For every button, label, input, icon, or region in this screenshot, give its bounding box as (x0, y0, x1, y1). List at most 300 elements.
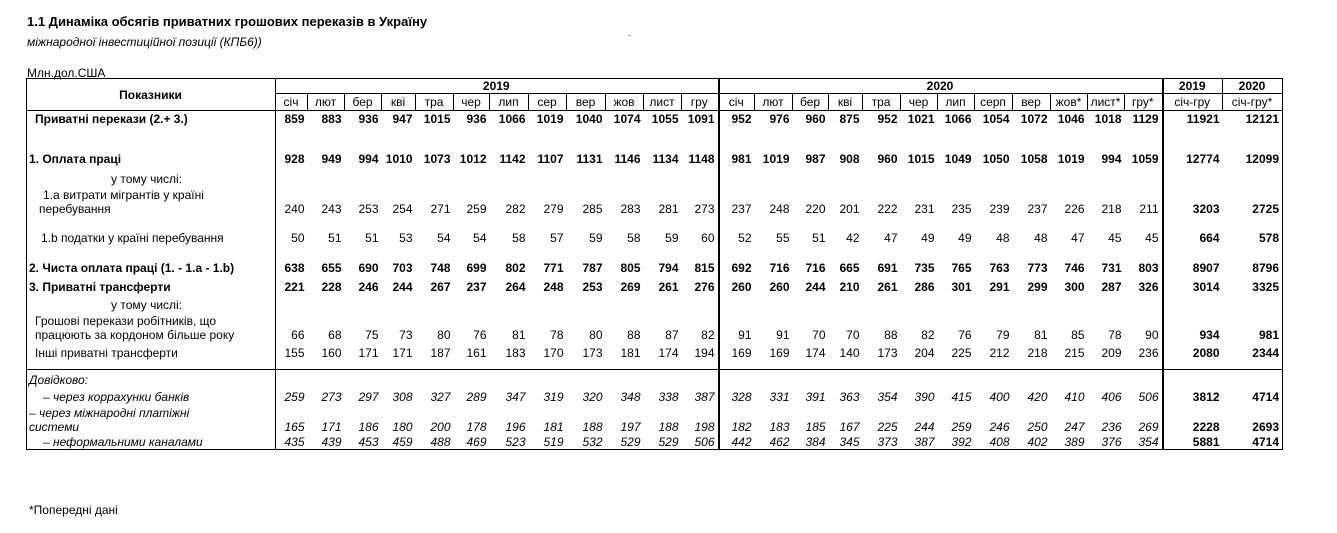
row-label-line: працюють за кордоном більше року (35, 327, 235, 342)
header-sum-2019-period: січ-гру (1163, 94, 1223, 111)
total-2020 (1223, 370, 1283, 387)
gap-cell (901, 360, 938, 370)
value-cell-2019: 488 (416, 434, 454, 450)
value-cell-2019: 1073 (423, 151, 451, 166)
value-cell-2020: 1066 (944, 111, 972, 126)
gap-cell (27, 126, 276, 147)
value-cell-2020: 1049 (944, 151, 972, 166)
value-cell-2020: 211 (1139, 201, 1159, 216)
gap-cell (901, 126, 938, 147)
value-cell-2020 (829, 370, 863, 387)
value-cell-2020: 70 (846, 327, 860, 342)
row-label-line: 1.а витрати мігрантів у країні (43, 187, 204, 202)
value-cell-2020: 169 (719, 342, 755, 360)
value-cell-2019: 655 (321, 260, 342, 275)
value-cell-2019: 59 (665, 230, 679, 245)
value-cell-2019: 1040 (575, 111, 603, 126)
gap-cell (863, 360, 901, 370)
value-cell-2020 (793, 166, 829, 186)
value-cell-2019: 794 (658, 260, 679, 275)
value-cell-2020: 55 (776, 230, 790, 245)
gap-cell (793, 245, 829, 255)
gap-cell (901, 245, 938, 255)
value-cell-2019: 1012 (459, 151, 487, 166)
value-cell-2019 (567, 294, 606, 312)
gap-cell (1125, 360, 1163, 370)
value-cell-2020: 331 (769, 389, 790, 404)
value-cell-2019: 259 (466, 201, 487, 216)
gap-cell (1125, 245, 1163, 255)
table-row (27, 255, 1283, 275)
header-month-2019: гру (682, 94, 719, 111)
value-cell-2019: 54 (437, 230, 451, 245)
table-subtitle: міжнародної інвестиційної позиції (КПБ6)) (27, 35, 262, 49)
value-cell-2019: 254 (392, 201, 413, 216)
value-cell-2020: 261 (877, 279, 898, 294)
header-month-2020: січ (719, 94, 755, 111)
value-cell-2020: 300 (1064, 279, 1085, 294)
value-cell-2020: 167 (839, 419, 860, 434)
value-cell-2019: 181 (620, 345, 641, 360)
value-cell-2020: 76 (958, 327, 972, 342)
value-cell-2020: 328 (719, 387, 755, 404)
total-2019 (1163, 166, 1223, 186)
value-cell-2020: 773 (1027, 260, 1048, 275)
value-cell-2019: 529 (606, 434, 644, 450)
gap-cell (567, 245, 606, 255)
gap-cell (644, 245, 682, 255)
gap-cell (1051, 360, 1088, 370)
value-cell-2020: 287 (1101, 279, 1122, 294)
value-cell-2019 (490, 166, 529, 186)
row-label-line: Грошові перекази робітників, що (35, 313, 217, 328)
table-row (27, 370, 1283, 387)
value-cell-2020: 48 (996, 230, 1010, 245)
value-cell-2019: 1055 (651, 111, 679, 126)
value-cell-2019 (454, 370, 490, 387)
value-cell-2019 (308, 294, 345, 312)
table-row (27, 312, 1283, 342)
total-2019: 8907 (1163, 255, 1223, 275)
value-cell-2019: 787 (582, 260, 603, 275)
value-cell-2020: 410 (1064, 389, 1085, 404)
value-cell-2020: 994 (1101, 151, 1122, 166)
value-cell-2019: 936 (466, 111, 487, 126)
gap-cell (793, 360, 829, 370)
total-2019: 3812 (1163, 387, 1223, 404)
total-2020: 4714 (1223, 387, 1283, 404)
value-cell-2020: 183 (769, 419, 790, 434)
value-cell-2019: 264 (505, 279, 526, 294)
gap-cell (454, 126, 490, 147)
value-cell-2019 (416, 294, 454, 312)
value-cell-2020 (1088, 166, 1125, 186)
value-cell-2019: 188 (582, 419, 603, 434)
value-cell-2019 (454, 166, 490, 186)
header-month-2020: чер (901, 94, 938, 111)
value-cell-2020: 260 (719, 275, 755, 294)
value-cell-2020: 210 (839, 279, 860, 294)
value-cell-2020: 82 (921, 327, 935, 342)
value-cell-2019: 87 (665, 327, 679, 342)
gap-cell (829, 245, 863, 255)
value-cell-2020 (1088, 294, 1125, 312)
value-cell-2020: 376 (1088, 434, 1125, 450)
value-cell-2019 (276, 370, 308, 387)
value-cell-2019: 187 (430, 345, 451, 360)
gap-cell (938, 126, 975, 147)
header-month-2019: тра (416, 94, 454, 111)
value-cell-2020: 220 (805, 201, 826, 216)
gap-cell (567, 126, 606, 147)
value-cell-2019: 815 (694, 260, 715, 275)
header-month-2020: жов* (1051, 94, 1088, 111)
gap-cell (1013, 245, 1051, 255)
gap-cell (490, 245, 529, 255)
value-cell-2019: 279 (543, 201, 564, 216)
value-cell-2019: 282 (505, 201, 526, 216)
gap-cell (1223, 126, 1283, 147)
value-cell-2020: 803 (1138, 260, 1159, 275)
value-cell-2019: 51 (328, 230, 342, 245)
gap-cell (276, 245, 308, 255)
value-cell-2020: 390 (914, 389, 935, 404)
value-cell-2019 (416, 166, 454, 186)
total-2019: 3014 (1163, 275, 1223, 294)
gap-cell (755, 360, 793, 370)
value-cell-2020: 952 (877, 111, 898, 126)
total-2020: 12121 (1223, 111, 1283, 126)
value-cell-2019: 947 (392, 111, 413, 126)
total-2020 (1223, 166, 1283, 186)
value-cell-2019: 240 (276, 186, 308, 216)
value-cell-2020: 987 (805, 151, 826, 166)
value-cell-2019: 171 (392, 345, 413, 360)
value-cell-2019: 80 (589, 327, 603, 342)
gap-cell (682, 245, 719, 255)
table-row (27, 147, 1283, 166)
value-cell-2019: 186 (358, 419, 379, 434)
value-cell-2020: 236 (1101, 419, 1122, 434)
value-cell-2019: 253 (582, 279, 603, 294)
row-label: 1. Оплата праці (27, 147, 276, 166)
value-cell-2020: 49 (958, 230, 972, 245)
value-cell-2020: 716 (769, 260, 790, 275)
table-row (27, 275, 1283, 294)
gap-cell (1163, 245, 1223, 255)
value-cell-2020: 79 (996, 327, 1010, 342)
value-cell-2019: 246 (358, 279, 379, 294)
value-cell-2020: 48 (1034, 230, 1048, 245)
value-cell-2019: 748 (430, 260, 451, 275)
value-cell-2019 (382, 294, 416, 312)
value-cell-2019: 188 (658, 419, 679, 434)
value-cell-2020: 960 (805, 111, 826, 126)
unit-label: Млн.дол.США (27, 66, 106, 80)
value-cell-2019: 348 (620, 389, 641, 404)
value-cell-2020: 1019 (1057, 151, 1085, 166)
header-year-2020: 2020 (719, 79, 1163, 94)
value-cell-2019: 338 (658, 389, 679, 404)
value-cell-2020: 1050 (982, 151, 1010, 166)
gap-cell (606, 245, 644, 255)
gap-cell (416, 360, 454, 370)
value-cell-2020: 1021 (907, 111, 935, 126)
value-cell-2020 (1013, 294, 1051, 312)
header-sum-2020: 2020 (1223, 79, 1283, 94)
header-year-2019: 2019 (276, 79, 719, 94)
row-label: у тому числі: (27, 166, 276, 186)
value-cell-2019: 161 (466, 345, 487, 360)
value-cell-2019: 1148 (688, 151, 715, 166)
value-cell-2020 (975, 370, 1013, 387)
header-sum-2019: 2019 (1163, 79, 1223, 94)
value-cell-2019: 1010 (385, 151, 413, 166)
value-cell-2020: 326 (1138, 279, 1159, 294)
value-cell-2020: 248 (769, 201, 790, 216)
table-row (27, 404, 1283, 434)
row-label: у тому числі: (27, 294, 276, 312)
value-cell-2020 (719, 166, 755, 186)
value-cell-2020: 90 (1145, 327, 1159, 342)
value-cell-2020: 226 (1064, 201, 1085, 216)
gap-cell (829, 126, 863, 147)
gap-cell (276, 360, 308, 370)
value-cell-2020 (755, 370, 793, 387)
value-cell-2020: 236 (1138, 345, 1159, 360)
value-cell-2020: 1059 (1131, 151, 1159, 166)
value-cell-2020: 225 (877, 419, 898, 434)
gap-cell (529, 245, 567, 255)
value-cell-2019: 703 (392, 260, 413, 275)
header-month-2019: лип (490, 94, 529, 111)
gap-cell (529, 126, 567, 147)
total-2020: 4714 (1223, 434, 1283, 450)
row-label: 2. Чиста оплата праці (1. - 1.а - 1.b) (27, 255, 276, 275)
value-cell-2019 (308, 166, 345, 186)
value-cell-2020: 70 (812, 327, 826, 342)
value-cell-2019: 243 (321, 201, 342, 216)
value-cell-2020: 235 (951, 201, 972, 216)
value-cell-2019: 523 (490, 434, 529, 450)
value-cell-2020 (975, 166, 1013, 186)
value-cell-2020 (755, 166, 793, 186)
value-cell-2019: 174 (658, 345, 679, 360)
value-cell-2019 (382, 166, 416, 186)
value-cell-2019 (345, 294, 382, 312)
gap-cell (382, 245, 416, 255)
row-label-line: перебування (39, 201, 111, 216)
value-cell-2019: 196 (505, 419, 526, 434)
gap-cell (863, 245, 901, 255)
header-month-2019: жов (606, 94, 644, 111)
value-cell-2020 (1125, 294, 1163, 312)
value-cell-2020: 209 (1101, 345, 1122, 360)
value-cell-2019 (606, 370, 644, 387)
gap-cell (1163, 360, 1223, 370)
value-cell-2020 (975, 294, 1013, 312)
value-cell-2019 (276, 166, 308, 186)
value-cell-2020: 952 (719, 111, 755, 126)
gap-cell (27, 245, 276, 255)
value-cell-2020: 49 (921, 230, 935, 245)
remittances-table (26, 78, 1283, 450)
value-cell-2019: 387 (694, 389, 715, 404)
total-2019: 11921 (1163, 111, 1223, 126)
row-label: Інші приватні трансферти (27, 342, 276, 360)
value-cell-2020: 239 (989, 201, 1010, 216)
value-cell-2020: 247 (1064, 419, 1085, 434)
gap-cell (1125, 126, 1163, 147)
value-cell-2019: 690 (358, 260, 379, 275)
value-cell-2019: 273 (321, 389, 342, 404)
value-cell-2019: 58 (512, 230, 526, 245)
value-cell-2020: 746 (1064, 260, 1085, 275)
value-cell-2020: 462 (755, 434, 793, 450)
value-cell-2020 (1013, 370, 1051, 387)
header-month-2020: гру* (1125, 94, 1163, 111)
value-cell-2020: 260 (769, 279, 790, 294)
value-cell-2020: 406 (1101, 389, 1122, 404)
header-month-2020: кві (829, 94, 863, 111)
value-cell-2019: 285 (582, 201, 603, 216)
table-row (27, 342, 1283, 360)
header-month-2020: лист* (1088, 94, 1125, 111)
gap-cell (829, 360, 863, 370)
value-cell-2020: 218 (1027, 345, 1048, 360)
gap-cell (345, 126, 382, 147)
value-cell-2020: 908 (839, 151, 860, 166)
value-cell-2019: 994 (358, 151, 379, 166)
value-cell-2020: 51 (812, 230, 826, 245)
row-label-line: – через міжнародні платіжні (29, 405, 190, 420)
value-cell-2019: 75 (365, 327, 379, 342)
value-cell-2020 (1051, 166, 1088, 186)
value-cell-2020: 81 (1034, 327, 1048, 342)
gap-cell (490, 360, 529, 370)
table-row (27, 126, 1283, 147)
gap-cell (606, 126, 644, 147)
table-row (27, 360, 1283, 370)
gap-cell (1223, 245, 1283, 255)
value-cell-2020: 173 (877, 345, 898, 360)
row-label (27, 186, 276, 216)
value-cell-2019 (345, 166, 382, 186)
value-cell-2020: 88 (884, 327, 898, 342)
row-label: – через коррахунки банків (27, 387, 276, 404)
value-cell-2019: 281 (658, 201, 679, 216)
value-cell-2020 (829, 294, 863, 312)
table-row (27, 387, 1283, 404)
value-cell-2019 (529, 294, 567, 312)
value-cell-2019: 78 (550, 327, 564, 342)
value-cell-2020: 91 (719, 312, 755, 342)
value-cell-2019: 58 (627, 230, 641, 245)
value-cell-2019 (529, 166, 567, 186)
value-cell-2019: 529 (644, 434, 682, 450)
row-label: – неформальними каналами (27, 434, 276, 450)
row-label: 3. Приватні трансферти (27, 275, 276, 294)
value-cell-2020: 47 (1071, 230, 1085, 245)
gap-cell (567, 360, 606, 370)
value-cell-2020 (793, 370, 829, 387)
value-cell-2019: 289 (466, 389, 487, 404)
value-cell-2020: 716 (805, 260, 826, 275)
value-cell-2019: 1131 (576, 151, 603, 166)
value-cell-2019: 802 (505, 260, 526, 275)
value-cell-2020 (1051, 294, 1088, 312)
value-cell-2020: 392 (938, 434, 975, 450)
value-cell-2019: 57 (550, 230, 564, 245)
gap-cell (719, 126, 755, 147)
header-month-2020: лют (755, 94, 793, 111)
value-cell-2020 (793, 294, 829, 312)
value-cell-2019: 319 (543, 389, 564, 404)
gap-cell (308, 360, 345, 370)
value-cell-2019: 88 (627, 327, 641, 342)
value-cell-2019 (567, 166, 606, 186)
value-cell-2020: 169 (769, 345, 790, 360)
total-2019: 5881 (1163, 434, 1223, 450)
value-cell-2020 (938, 370, 975, 387)
value-cell-2019: 170 (543, 345, 564, 360)
value-cell-2020 (863, 370, 901, 387)
value-cell-2019: 271 (430, 201, 451, 216)
gap-cell (345, 360, 382, 370)
value-cell-2019 (682, 166, 719, 186)
value-cell-2020 (1088, 370, 1125, 387)
gap-cell (938, 245, 975, 255)
header-month-2019: бер (345, 94, 382, 111)
table-row (27, 166, 1283, 186)
gap-cell (308, 245, 345, 255)
value-cell-2020: 45 (1108, 230, 1122, 245)
value-cell-2020: 402 (1013, 434, 1051, 450)
value-cell-2020: 420 (1027, 389, 1048, 404)
value-cell-2019: 50 (276, 216, 308, 245)
value-cell-2019: 506 (682, 434, 719, 450)
gap-cell (682, 126, 719, 147)
value-cell-2019: 699 (466, 260, 487, 275)
value-cell-2020: 391 (805, 389, 826, 404)
value-cell-2020: 215 (1064, 345, 1085, 360)
gap-cell (1163, 126, 1223, 147)
footnote: *Попередні дані (29, 503, 118, 517)
value-cell-2019: 198 (694, 419, 715, 434)
total-2020: 578 (1223, 216, 1283, 245)
header-month-2020: вер (1013, 94, 1051, 111)
value-cell-2019: 267 (430, 279, 451, 294)
total-2019: 12774 (1163, 147, 1223, 166)
value-cell-2019: 1134 (652, 151, 679, 166)
value-cell-2020: 246 (989, 419, 1010, 434)
gap-cell (975, 360, 1013, 370)
value-cell-2020: 52 (719, 216, 755, 245)
header-month-2019: кві (382, 94, 416, 111)
value-cell-2019 (276, 294, 308, 312)
value-cell-2019: 228 (321, 279, 342, 294)
value-cell-2019: 73 (399, 327, 413, 342)
value-cell-2019 (308, 370, 345, 387)
header-month-2019: сер (529, 94, 567, 111)
value-cell-2020 (755, 294, 793, 312)
gap-cell (382, 126, 416, 147)
header-month-2020: серп (975, 94, 1013, 111)
value-cell-2019: 519 (529, 434, 567, 450)
value-cell-2020: 244 (805, 279, 826, 294)
value-cell-2020 (1125, 166, 1163, 186)
value-cell-2019: 80 (437, 327, 451, 342)
